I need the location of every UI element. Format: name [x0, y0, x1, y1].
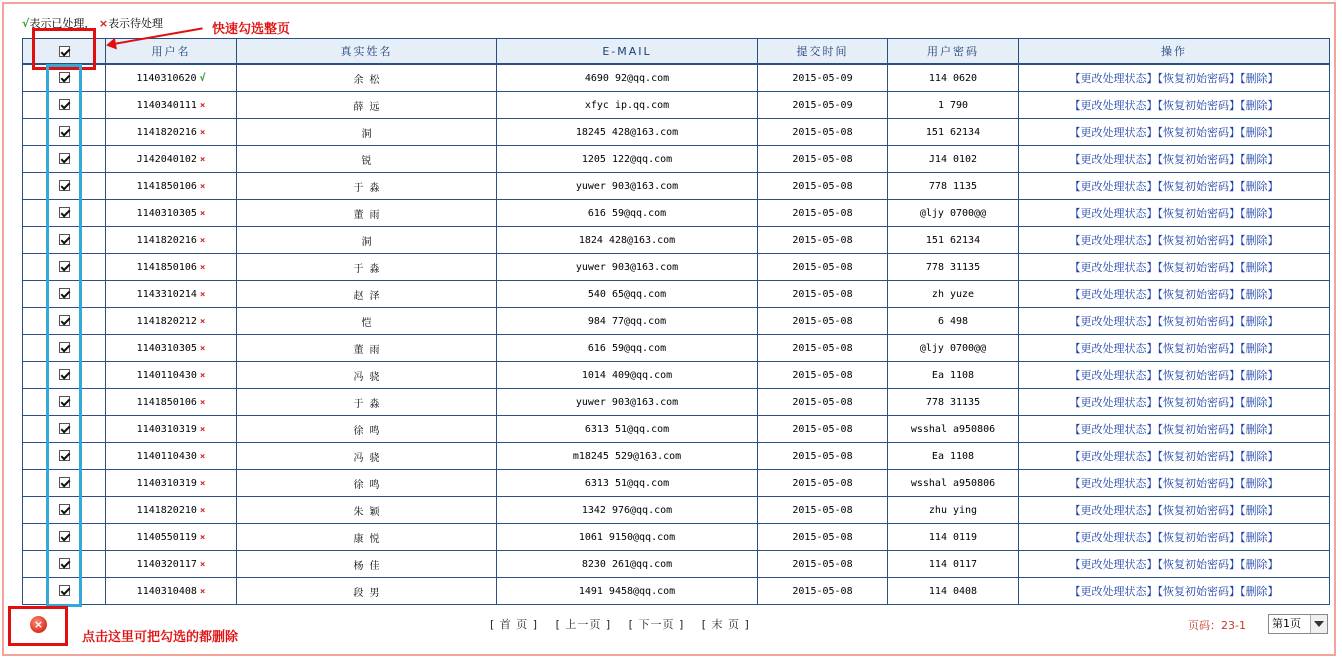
realname-cell: 恺: [237, 308, 497, 335]
first-page-link[interactable]: [ 首 页 ]: [490, 618, 539, 631]
header-actions: 操作: [1019, 39, 1330, 65]
realname-cell: 于 淼: [237, 254, 497, 281]
reset-password-link[interactable]: 【恢复初始密码】: [1157, 504, 1240, 517]
actions-cell: [1019, 551, 1330, 578]
date-cell: 2015-05-08: [758, 497, 888, 524]
processed-text: 表示已处理，: [29, 17, 96, 30]
status-mark: ×: [199, 343, 206, 354]
reset-password-link[interactable]: 【恢复初始密码】: [1157, 531, 1240, 544]
realname-cell: 于 淼: [237, 173, 497, 200]
username: 1141820216: [136, 126, 197, 138]
table-row: [23, 551, 1330, 578]
delete-link[interactable]: 【删除】: [1240, 396, 1279, 409]
password-cell: wsshal a950806: [888, 470, 1019, 497]
reset-password-link[interactable]: 【恢复初始密码】: [1157, 126, 1240, 139]
actions-cell: [1019, 524, 1330, 551]
prev-page-link[interactable]: [ 上一页 ]: [555, 618, 612, 631]
username-cell: [106, 443, 237, 470]
reset-password-link[interactable]: 【恢复初始密码】: [1157, 207, 1240, 220]
table-row: [23, 146, 1330, 173]
delete-link[interactable]: 【删除】: [1240, 558, 1279, 571]
reset-password-link[interactable]: 【恢复初始密码】: [1157, 477, 1240, 490]
username: 1140340111: [136, 99, 197, 111]
realname-cell: 董 雨: [237, 200, 497, 227]
pending-mark: ×: [98, 17, 109, 30]
email-cell: 4690 92@qq.com: [497, 64, 758, 92]
email-cell: 1342 976@qq.com: [497, 497, 758, 524]
change-status-link[interactable]: 【更改处理状态】: [1069, 153, 1158, 166]
date-cell: 2015-05-08: [758, 416, 888, 443]
actions-cell: [1019, 335, 1330, 362]
change-status-link[interactable]: 【更改处理状态】: [1069, 450, 1158, 463]
header-date: 提交时间: [758, 39, 888, 65]
actions-cell: [1019, 389, 1330, 416]
actions-cell: [1019, 200, 1330, 227]
username: 1140310620: [136, 72, 197, 84]
email-cell: 616 59@qq.com: [497, 335, 758, 362]
actions-cell: [1019, 578, 1330, 605]
username: 1140320117: [136, 558, 197, 570]
change-status-link[interactable]: 【更改处理状态】: [1069, 288, 1158, 301]
date-cell: 2015-05-08: [758, 308, 888, 335]
realname-cell: 赵 泽: [237, 281, 497, 308]
change-status-link[interactable]: 【更改处理状态】: [1069, 72, 1158, 85]
status-mark: ×: [199, 262, 206, 273]
actions-cell: [1019, 416, 1330, 443]
date-cell: 2015-05-08: [758, 200, 888, 227]
change-status-link[interactable]: 【更改处理状态】: [1069, 342, 1158, 355]
status-mark: ×: [199, 451, 206, 462]
realname-cell: 董 雨: [237, 335, 497, 362]
password-cell: 778 31135: [888, 389, 1019, 416]
delete-link[interactable]: 【删除】: [1240, 288, 1279, 301]
processed-mark: √: [22, 17, 30, 30]
username-cell: [106, 254, 237, 281]
username: J142040102: [136, 153, 197, 165]
email-cell: 1824 428@163.com: [497, 227, 758, 254]
delete-link[interactable]: 【删除】: [1240, 72, 1279, 85]
username-cell: [106, 416, 237, 443]
user-table: [22, 38, 1330, 605]
reset-password-link[interactable]: 【恢复初始密码】: [1157, 450, 1240, 463]
username: 1140110430: [136, 450, 197, 462]
date-cell: 2015-05-08: [758, 281, 888, 308]
date-cell: 2015-05-08: [758, 335, 888, 362]
username: 1140550119: [136, 531, 197, 543]
password-cell: 114 0620: [888, 64, 1019, 92]
change-status-link[interactable]: 【更改处理状态】: [1069, 423, 1158, 436]
delete-link[interactable]: 【删除】: [1240, 423, 1279, 436]
status-mark: ×: [199, 397, 206, 408]
delete-link[interactable]: 【删除】: [1240, 207, 1279, 220]
reset-password-link[interactable]: 【恢复初始密码】: [1157, 234, 1240, 247]
username-cell: [106, 308, 237, 335]
username-cell: [106, 173, 237, 200]
username-cell: [106, 119, 237, 146]
change-status-link[interactable]: 【更改处理状态】: [1069, 315, 1158, 328]
username: 1141850106: [136, 261, 197, 273]
actions-cell: [1019, 443, 1330, 470]
reset-password-link[interactable]: 【恢复初始密码】: [1157, 288, 1240, 301]
delete-link[interactable]: 【删除】: [1240, 234, 1279, 247]
status-mark: ×: [199, 478, 206, 489]
realname-cell: 徐 鸣: [237, 416, 497, 443]
date-cell: 2015-05-08: [758, 362, 888, 389]
change-status-link[interactable]: 【更改处理状态】: [1069, 126, 1158, 139]
password-cell: Ea 1108: [888, 362, 1019, 389]
username-cell: [106, 497, 237, 524]
password-cell: Ea 1108: [888, 443, 1019, 470]
password-cell: @ljy 0700@@: [888, 335, 1019, 362]
actions-cell: [1019, 173, 1330, 200]
date-cell: 2015-05-09: [758, 92, 888, 119]
delete-link[interactable]: 【删除】: [1240, 585, 1279, 598]
status-mark: ×: [199, 235, 206, 246]
change-status-link[interactable]: 【更改处理状态】: [1069, 585, 1158, 598]
reset-password-link[interactable]: 【恢复初始密码】: [1157, 558, 1240, 571]
change-status-link[interactable]: 【更改处理状态】: [1069, 477, 1158, 490]
table-row: [23, 335, 1330, 362]
date-cell: 2015-05-08: [758, 119, 888, 146]
realname-cell: 杨 佳: [237, 551, 497, 578]
date-cell: 2015-05-08: [758, 227, 888, 254]
table-row: [23, 119, 1330, 146]
status-mark: ×: [199, 208, 206, 219]
password-cell: zhu ying: [888, 497, 1019, 524]
table-row: [23, 281, 1330, 308]
table-row: [23, 173, 1330, 200]
reset-password-link[interactable]: 【恢复初始密码】: [1157, 369, 1240, 382]
actions-cell: [1019, 308, 1330, 335]
reset-password-link[interactable]: 【恢复初始密码】: [1157, 315, 1240, 328]
table-row: [23, 64, 1330, 92]
username-cell: [106, 146, 237, 173]
email-cell: xfyc ip.qq.com: [497, 92, 758, 119]
status-mark: ×: [199, 154, 206, 165]
next-page-link[interactable]: [ 下一页 ]: [628, 618, 685, 631]
header-realname: 真实姓名: [237, 39, 497, 65]
email-cell: yuwer 903@163.com: [497, 389, 758, 416]
username: 1140310408: [136, 585, 197, 597]
email-cell: 6313 51@qq.com: [497, 470, 758, 497]
date-cell: 2015-05-08: [758, 443, 888, 470]
date-cell: 2015-05-08: [758, 470, 888, 497]
email-cell: 8230 261@qq.com: [497, 551, 758, 578]
username-cell: [106, 92, 237, 119]
status-mark: ×: [199, 316, 206, 327]
realname-cell: 于 淼: [237, 389, 497, 416]
delete-link[interactable]: 【删除】: [1240, 153, 1279, 166]
change-status-link[interactable]: 【更改处理状态】: [1069, 504, 1158, 517]
username: 1140310319: [136, 477, 197, 489]
delete-link[interactable]: 【删除】: [1240, 477, 1279, 490]
reset-password-link[interactable]: 【恢复初始密码】: [1157, 180, 1240, 193]
username: 1141820210: [136, 504, 197, 516]
change-status-link[interactable]: 【更改处理状态】: [1069, 234, 1158, 247]
table-row: [23, 524, 1330, 551]
email-cell: yuwer 903@163.com: [497, 173, 758, 200]
email-cell: 6313 51@qq.com: [497, 416, 758, 443]
date-cell: 2015-05-08: [758, 254, 888, 281]
username-cell: [106, 200, 237, 227]
change-status-link[interactable]: 【更改处理状态】: [1069, 396, 1158, 409]
change-status-link[interactable]: 【更改处理状态】: [1069, 558, 1158, 571]
reset-password-link[interactable]: 【恢复初始密码】: [1157, 585, 1240, 598]
email-cell: 540 65@qq.com: [497, 281, 758, 308]
password-cell: 114 0408: [888, 578, 1019, 605]
username: 1143310214: [136, 288, 197, 300]
date-cell: 2015-05-08: [758, 551, 888, 578]
password-cell: 778 31135: [888, 254, 1019, 281]
password-cell: @ljy 0700@@: [888, 200, 1019, 227]
checkbox-column-highlight: [46, 64, 82, 607]
date-cell: 2015-05-08: [758, 389, 888, 416]
change-status-link[interactable]: 【更改处理状态】: [1069, 531, 1158, 544]
password-cell: 1 790: [888, 92, 1019, 119]
username: 1141850106: [136, 396, 197, 408]
password-cell: 114 0117: [888, 551, 1019, 578]
delete-link[interactable]: 【删除】: [1240, 369, 1279, 382]
realname-cell: 锐: [237, 146, 497, 173]
username-cell: [106, 551, 237, 578]
password-cell: J14 0102: [888, 146, 1019, 173]
username-cell: [106, 470, 237, 497]
password-cell: 151 62134: [888, 119, 1019, 146]
table-row: [23, 362, 1330, 389]
reset-password-link[interactable]: 【恢复初始密码】: [1157, 72, 1240, 85]
delete-link[interactable]: 【删除】: [1240, 261, 1279, 274]
actions-cell: [1019, 146, 1330, 173]
username-cell: [106, 64, 237, 92]
email-cell: 1491 9458@qq.com: [497, 578, 758, 605]
status-mark: ×: [199, 532, 206, 543]
status-mark: √: [199, 72, 206, 84]
table-header-row: [23, 39, 1330, 65]
email-cell: m18245 529@163.com: [497, 443, 758, 470]
delete-annotation: 点击这里可把勾选的都删除: [82, 630, 239, 645]
actions-cell: [1019, 227, 1330, 254]
realname-cell: 洞: [237, 227, 497, 254]
realname-cell: 朱 颖: [237, 497, 497, 524]
reset-password-link[interactable]: 【恢复初始密码】: [1157, 99, 1240, 112]
page-select[interactable]: [1268, 614, 1328, 634]
status-mark: ×: [199, 181, 206, 192]
reset-password-link[interactable]: 【恢复初始密码】: [1157, 261, 1240, 274]
status-mark: ×: [199, 289, 206, 300]
password-cell: 114 0119: [888, 524, 1019, 551]
email-cell: 1061 9150@qq.com: [497, 524, 758, 551]
realname-cell: 康 悦: [237, 524, 497, 551]
status-mark: ×: [199, 370, 206, 381]
header-email: E-MAIL: [497, 39, 758, 65]
pending-text: 表示待处理: [108, 17, 164, 30]
table-row: [23, 389, 1330, 416]
email-cell: 1205 122@qq.com: [497, 146, 758, 173]
username: 1140110430: [136, 369, 197, 381]
username-cell: [106, 362, 237, 389]
username-cell: [106, 335, 237, 362]
password-cell: 151 62134: [888, 227, 1019, 254]
username-cell: [106, 281, 237, 308]
select-all-annotation: 快速勾选整页: [212, 22, 291, 37]
date-cell: 2015-05-08: [758, 173, 888, 200]
username: 1141820216: [136, 234, 197, 246]
change-status-link[interactable]: 【更改处理状态】: [1069, 207, 1158, 220]
actions-cell: [1019, 64, 1330, 92]
password-cell: 6 498: [888, 308, 1019, 335]
delete-link[interactable]: 【删除】: [1240, 315, 1279, 328]
table-row: [23, 92, 1330, 119]
realname-cell: 薛 远: [237, 92, 497, 119]
realname-cell: 段 男: [237, 578, 497, 605]
date-cell: 2015-05-08: [758, 146, 888, 173]
chevron-down-icon[interactable]: [1310, 615, 1327, 633]
change-status-link[interactable]: 【更改处理状态】: [1069, 261, 1158, 274]
status-mark: ×: [199, 505, 206, 516]
realname-cell: 余 松: [237, 64, 497, 92]
table-row: [23, 497, 1330, 524]
table-row: [23, 578, 1330, 605]
delete-link[interactable]: 【删除】: [1240, 126, 1279, 139]
username-cell: [106, 227, 237, 254]
email-cell: yuwer 903@163.com: [497, 254, 758, 281]
table-row: [23, 470, 1330, 497]
table-row: [23, 308, 1330, 335]
realname-cell: 徐 鸣: [237, 470, 497, 497]
table-row: [23, 227, 1330, 254]
delete-link[interactable]: 【删除】: [1240, 531, 1279, 544]
actions-cell: [1019, 119, 1330, 146]
page-info: 页码：23-1: [1188, 619, 1246, 632]
header-username: 用户名: [106, 39, 237, 65]
last-page-link[interactable]: [ 末 页 ]: [701, 618, 750, 631]
status-mark: ×: [199, 100, 206, 111]
delete-link[interactable]: 【删除】: [1240, 450, 1279, 463]
username: 1140310319: [136, 423, 197, 435]
reset-password-link[interactable]: 【恢复初始密码】: [1157, 423, 1240, 436]
email-cell: 984 77@qq.com: [497, 308, 758, 335]
username-cell: [106, 524, 237, 551]
actions-cell: [1019, 470, 1330, 497]
username: 1140310305: [136, 207, 197, 219]
pagination: [490, 616, 764, 632]
date-cell: 2015-05-08: [758, 524, 888, 551]
username: 1141850106: [136, 180, 197, 192]
table-row: [23, 254, 1330, 281]
actions-cell: [1019, 281, 1330, 308]
delete-link[interactable]: 【删除】: [1240, 99, 1279, 112]
email-cell: 1014 409@qq.com: [497, 362, 758, 389]
delete-link[interactable]: 【删除】: [1240, 180, 1279, 193]
password-cell: zh yuze: [888, 281, 1019, 308]
username: 1140310305: [136, 342, 197, 354]
delete-link[interactable]: 【删除】: [1240, 504, 1279, 517]
actions-cell: [1019, 92, 1330, 119]
reset-password-link[interactable]: 【恢复初始密码】: [1157, 153, 1240, 166]
change-status-link[interactable]: 【更改处理状态】: [1069, 99, 1158, 112]
username: 1141820212: [136, 315, 197, 327]
table-row: [23, 200, 1330, 227]
email-cell: 616 59@qq.com: [497, 200, 758, 227]
change-status-link[interactable]: 【更改处理状态】: [1069, 180, 1158, 193]
actions-cell: [1019, 362, 1330, 389]
username-cell: [106, 578, 237, 605]
page-select-value: 第1页: [1272, 617, 1301, 630]
actions-cell: [1019, 254, 1330, 281]
reset-password-link[interactable]: 【恢复初始密码】: [1157, 396, 1240, 409]
actions-cell: [1019, 497, 1330, 524]
reset-password-link[interactable]: 【恢复初始密码】: [1157, 342, 1240, 355]
date-cell: 2015-05-09: [758, 64, 888, 92]
password-cell: wsshal a950806: [888, 416, 1019, 443]
realname-cell: 冯 骁: [237, 443, 497, 470]
email-cell: 18245 428@163.com: [497, 119, 758, 146]
delete-link[interactable]: 【删除】: [1240, 342, 1279, 355]
delete-selected-icon[interactable]: ×: [30, 616, 47, 633]
password-cell: 778 1135: [888, 173, 1019, 200]
date-cell: 2015-05-08: [758, 578, 888, 605]
table-row: [23, 443, 1330, 470]
realname-cell: 洞: [237, 119, 497, 146]
realname-cell: 冯 骁: [237, 362, 497, 389]
username-cell: [106, 389, 237, 416]
change-status-link[interactable]: 【更改处理状态】: [1069, 369, 1158, 382]
status-mark: ×: [199, 424, 206, 435]
table-row: [23, 416, 1330, 443]
status-mark: ×: [199, 586, 206, 597]
header-password: 用户密码: [888, 39, 1019, 65]
status-mark: ×: [199, 559, 206, 570]
status-mark: ×: [199, 127, 206, 138]
